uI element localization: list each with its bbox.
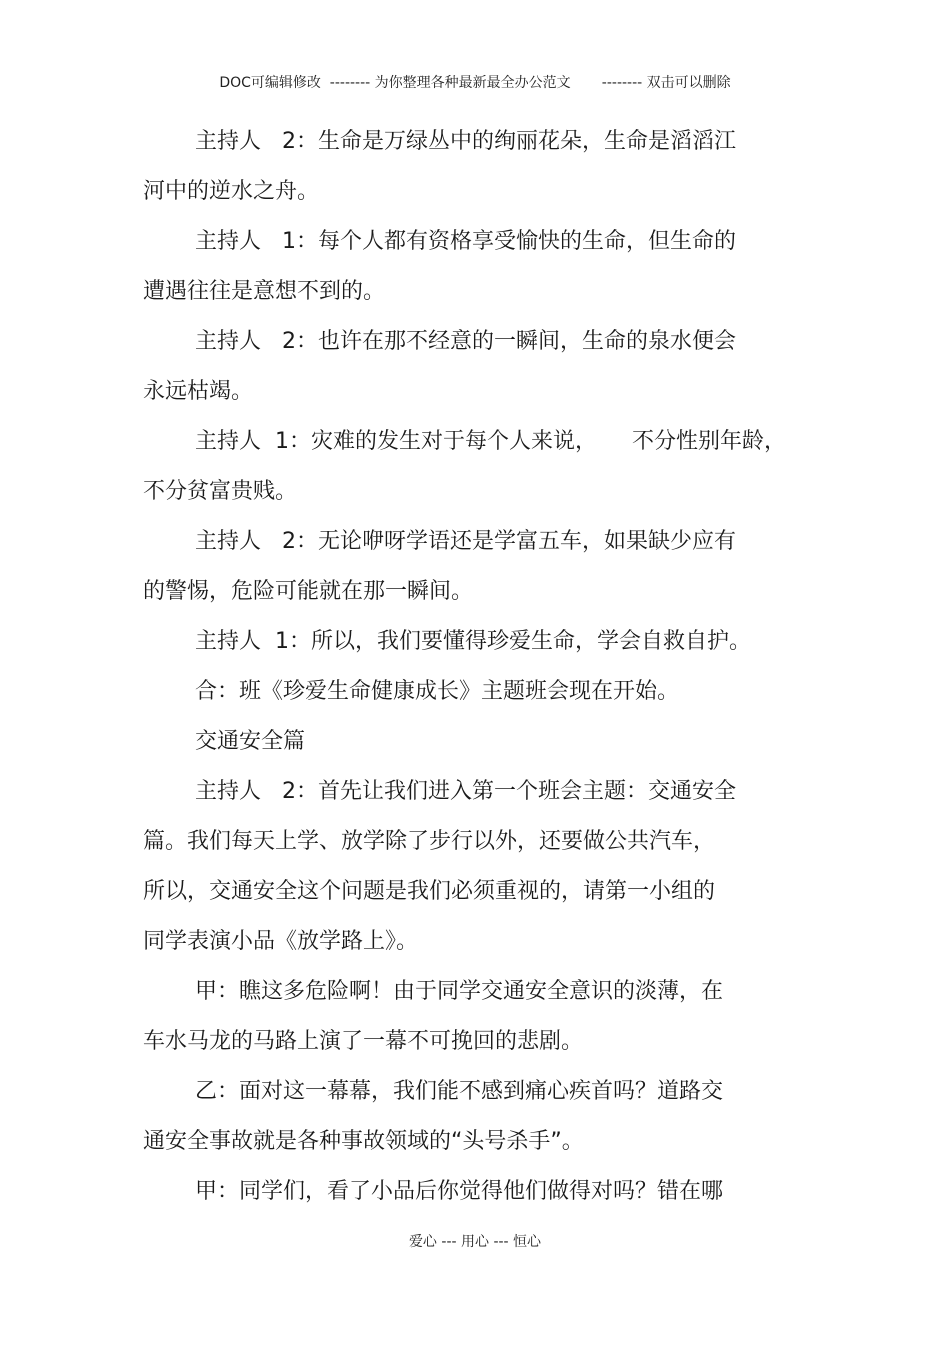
page-header: DOC可编辑修改 -------- 为你整理各种最新最全办公范文 -------- 双击可以删除: [219, 75, 731, 91]
paragraph-line: 主持人 1：灾难的发生对于每个人来说， 不分性别年龄，: [195, 429, 786, 454]
paragraph-line: 同学表演小品《放学路上》。: [143, 929, 419, 954]
paragraph-line: 主持人 2：也许在那不经意的一瞬间，生命的泉水便会: [195, 329, 736, 354]
paragraph-line: 永远枯竭。: [143, 379, 254, 404]
paragraph-line: 遭遇往往是意想不到的。: [143, 279, 386, 304]
paragraph-line: 的警惕，危险可能就在那一瞬间。: [143, 579, 474, 604]
paragraph-line: 主持人 1：所以，我们要懂得珍爱生命，学会自救自护。: [195, 629, 751, 654]
section-heading: 交通安全篇: [195, 729, 306, 754]
paragraph-line: 乙：面对这一幕幕，我们能不感到痛心疾首吗？道路交: [195, 1079, 724, 1104]
paragraph-line: 主持人 1：每个人都有资格享受愉快的生命，但生命的: [195, 229, 736, 254]
paragraph-line: 主持人 2：无论咿呀学语还是学富五车，如果缺少应有: [195, 529, 736, 554]
paragraph-line: 通安全事故就是各种事故领域的“头号杀手”。: [143, 1129, 584, 1154]
paragraph-line: 车水马龙的马路上演了一幕不可挽回的悲剧。: [143, 1029, 584, 1054]
paragraph-line: 合：班《珍爱生命健康成长》主题班会现在开始。: [195, 679, 680, 704]
paragraph-line: 篇。我们每天上学、放学除了步行以外，还要做公共汽车，: [143, 829, 716, 854]
paragraph-line: 主持人 2：生命是万绿丛中的绚丽花朵，生命是滔滔江: [195, 129, 736, 154]
paragraph-line: 甲：同学们，看了小品后你觉得他们做得对吗？错在哪: [195, 1179, 724, 1204]
paragraph-line: 河中的逆水之舟。: [143, 179, 320, 204]
paragraph-line: 甲：瞧这多危险啊！由于同学交通安全意识的淡薄，在: [195, 979, 724, 1004]
paragraph-line: 不分贫富贵贱。: [143, 479, 298, 504]
page-footer: 爱心 --- 用心 --- 恒心: [408, 1234, 542, 1250]
paragraph-line: 主持人 2：首先让我们进入第一个班会主题：交通安全: [195, 779, 736, 804]
paragraph-line: 所以，交通安全这个问题是我们必须重视的，请第一小组的: [143, 879, 716, 904]
